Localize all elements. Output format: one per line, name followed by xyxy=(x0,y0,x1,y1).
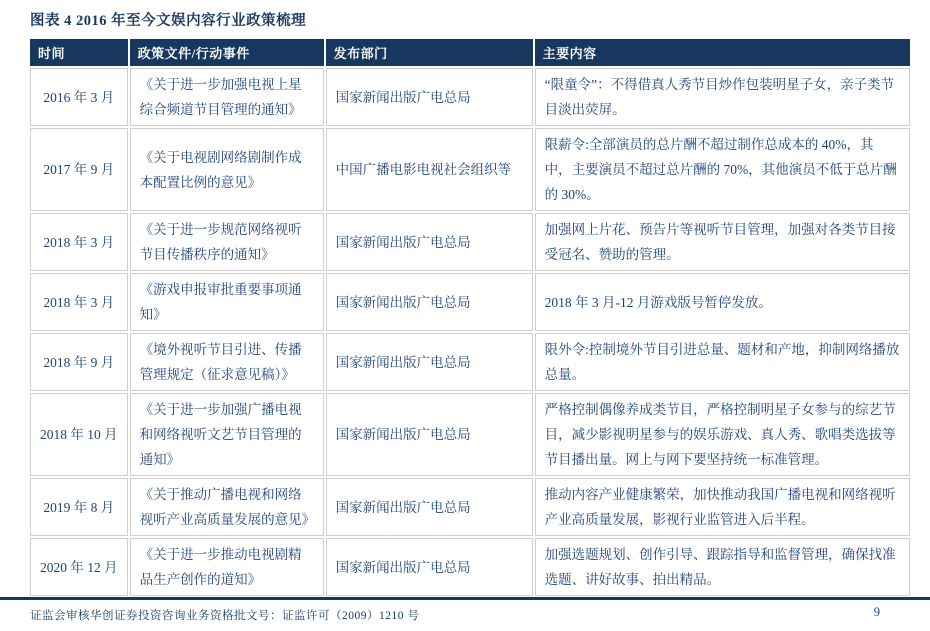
cell-policy-document: 《关于推动广播电视和网络视听产业高质量发展的意见》 xyxy=(130,478,324,536)
policy-table-body xyxy=(30,68,910,596)
table-row xyxy=(30,478,910,536)
cell-policy-document: 《关于电视剧网络剧制作成本配置比例的意见》 xyxy=(130,128,324,211)
table-row xyxy=(30,333,910,391)
footer-license-text: 证监会审核华创证券投资咨询业务资格批文号：证监许可（2009）1210 号 xyxy=(30,610,420,622)
cell-time: 2018 年 10 月 xyxy=(30,393,128,476)
cell-time: 2019 年 8 月 xyxy=(30,478,128,536)
page-number: 9 xyxy=(873,605,880,619)
cell-issuing-department: 国家新闻出版广电总局 xyxy=(326,478,533,536)
policy-table xyxy=(28,37,912,598)
cell-main-content: 严格控制偶像养成类节目，严格控制明星子女参与的综艺节目，减少影视明星参与的娱乐游戏、真人秀、歌唱类选拔等节目播出量。网上与网下要坚持统一标准管理。 xyxy=(535,393,910,476)
header-main-content: 主要内容 xyxy=(535,39,910,66)
cell-main-content: 推动内容产业健康繁荣，加快推动我国广播电视和网络视听产业高质量发展，影视行业监管进入后半程。 xyxy=(535,478,910,536)
cell-issuing-department: 国家新闻出版广电总局 xyxy=(326,538,533,596)
policy-table-header xyxy=(30,39,910,66)
cell-policy-document: 《关于进一步推动电视剧精品生产创作的道知》 xyxy=(130,538,324,596)
cell-main-content: 限外令:控制境外节目引进总量、题材和产地，抑制网络播放总量。 xyxy=(535,333,910,391)
cell-issuing-department: 国家新闻出版广电总局 xyxy=(326,213,533,271)
cell-main-content: 加强网上片花、预告片等视听节目管理，加强对各类节目接受冠名、赞助的管理。 xyxy=(535,213,910,271)
header-issuing-department: 发布部门 xyxy=(326,39,533,66)
footer-divider-line xyxy=(0,597,930,600)
table-row xyxy=(30,393,910,476)
chart-title: 图表 4 2016 年至今文娱内容行业政策梳理 xyxy=(30,13,307,29)
table-row xyxy=(30,128,910,211)
table-row xyxy=(30,273,910,331)
cell-main-content: “限童令”：不得借真人秀节目炒作包装明星子女，亲子类节目淡出荧屏。 xyxy=(535,68,910,126)
cell-policy-document: 《游戏申报审批重要事项通知》 xyxy=(130,273,324,331)
header-time: 时间 xyxy=(30,39,128,66)
table-row xyxy=(30,213,910,271)
header-row xyxy=(30,39,910,66)
table-row xyxy=(30,538,910,596)
cell-time: 2018 年 3 月 xyxy=(30,273,128,331)
cell-policy-document: 《关于进一步加强电视上星综合频道节目管理的通知》 xyxy=(130,68,324,126)
cell-time: 2017 年 9 月 xyxy=(30,128,128,211)
cell-issuing-department: 国家新闻出版广电总局 xyxy=(326,273,533,331)
cell-time: 2016 年 3 月 xyxy=(30,68,128,126)
cell-issuing-department: 国家新闻出版广电总局 xyxy=(326,333,533,391)
cell-issuing-department: 国家新闻出版广电总局 xyxy=(326,393,533,476)
table-row xyxy=(30,68,910,126)
cell-time: 2018 年 9 月 xyxy=(30,333,128,391)
cell-main-content: 加强选题规划、创作引导、跟踪指导和监督管理，确保找准选题、讲好故事、拍出精品。 xyxy=(535,538,910,596)
cell-main-content: 限薪令:全部演员的总片酬不超过制作总成本的 40%，其中，主要演员不超过总片酬的 70%，其他演员不低于总片酬的 30%。 xyxy=(535,128,910,211)
cell-time: 2020 年 12 月 xyxy=(30,538,128,596)
cell-policy-document: 《境外视听节目引进、传播管理规定（征求意见稿）》 xyxy=(130,333,324,391)
header-policy-document: 政策文件/行动事件 xyxy=(130,39,324,66)
cell-policy-document: 《关于进一步规范网络视听节目传播秩序的通知》 xyxy=(130,213,324,271)
cell-time: 2018 年 3 月 xyxy=(30,213,128,271)
cell-issuing-department: 国家新闻出版广电总局 xyxy=(326,68,533,126)
cell-policy-document: 《关于进一步加强广播电视和网络视听文艺节目管理的通知》 xyxy=(130,393,324,476)
cell-main-content: 2018 年 3 月-12 月游戏版号暂停发放。 xyxy=(535,273,910,331)
cell-issuing-department: 中国广播电影电视社会组织等 xyxy=(326,128,533,211)
